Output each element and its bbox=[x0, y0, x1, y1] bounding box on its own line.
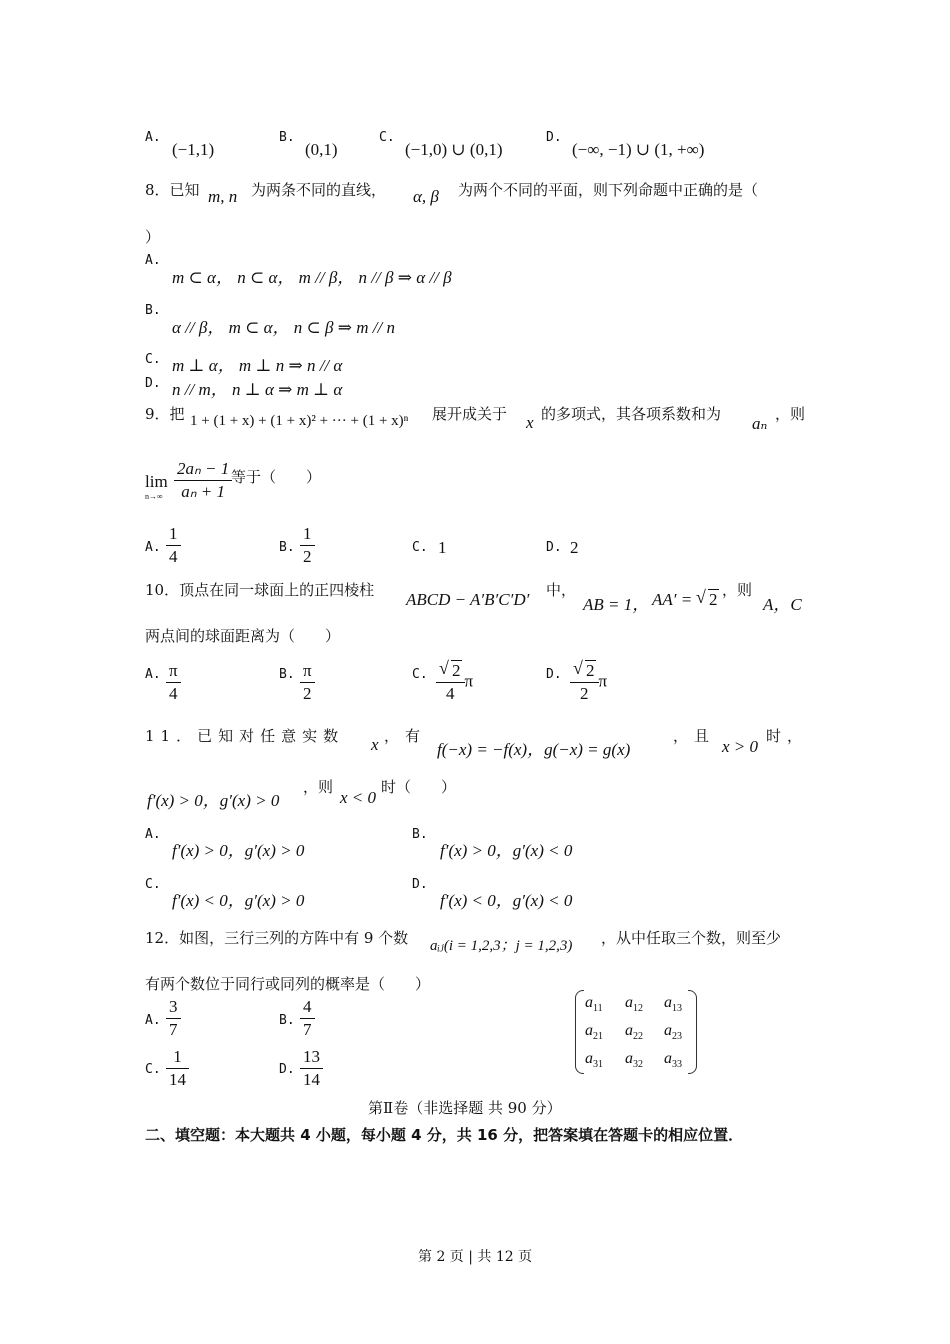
q10-opt-b-den: 2 bbox=[303, 684, 312, 703]
q10-opt-c-value bbox=[436, 660, 473, 705]
page-footer: 第 2 页 | 共 12 页 bbox=[418, 1249, 533, 1265]
q11-opt-c-value: f′(x) < 0，g′(x) > 0 bbox=[172, 891, 305, 910]
q11-text-5: 时（ ） bbox=[381, 778, 457, 796]
q9-frac-den: aₙ + 1 bbox=[181, 482, 225, 501]
q10-opt-a-value bbox=[166, 660, 181, 705]
q12-opt-c-num: 1 bbox=[166, 1046, 189, 1069]
q9-lim-sub: n→∞ bbox=[145, 492, 163, 501]
q11-var: x bbox=[371, 735, 379, 754]
q12-opt-b-label: B. bbox=[279, 1013, 295, 1028]
q10-number: 10．顶点在同一球面上的正四棱柱 bbox=[145, 581, 375, 599]
q9-opt-b-label: B. bbox=[279, 540, 295, 555]
q9-var: x bbox=[526, 413, 534, 432]
q11-opt-b-value: f′(x) > 0，g′(x) < 0 bbox=[440, 841, 573, 860]
q8-opt-c-value: m ⊥ α， m ⊥ n ⇒ n // α bbox=[172, 356, 343, 375]
q8-opt-b-label: B. bbox=[145, 303, 161, 318]
q12-number: 12．如图，三行三列的方阵中有 9 个数 bbox=[145, 929, 409, 947]
q9-opt-b-den: 2 bbox=[303, 547, 312, 566]
matrix-cell: $a_{13}$ bbox=[664, 994, 682, 1015]
q9-number: 9．把 bbox=[145, 405, 185, 423]
q11-opt-b-label: B. bbox=[412, 827, 428, 842]
q10-opt-b-value bbox=[300, 660, 315, 705]
q11-opt-a-label: A. bbox=[145, 827, 161, 842]
q11-text-4: ，则 bbox=[303, 778, 334, 796]
matrix-cell: $a_{22}$ bbox=[625, 1022, 643, 1043]
radical-icon: √ bbox=[573, 658, 583, 678]
q10-text-2: ，则 bbox=[722, 581, 753, 599]
q9-text-4: 等于（ ） bbox=[231, 468, 322, 486]
q11-cond3: x < 0 bbox=[340, 788, 377, 807]
q10-opt-c-label: C. bbox=[412, 667, 428, 682]
q12-opt-d-num: 13 bbox=[300, 1046, 323, 1069]
q11-cond2: f′(x) > 0，g′(x) > 0 bbox=[147, 791, 280, 810]
q9-opt-b-num: 1 bbox=[300, 523, 315, 546]
q8-opt-a-value: m ⊂ α， n ⊂ α， m // β， n // β ⇒ α // β bbox=[172, 268, 452, 287]
q12-opt-d-label: D. bbox=[279, 1062, 295, 1077]
q10-opt-c-pi: π bbox=[464, 671, 474, 691]
q8-opt-d-value: n // m， n ⊥ α ⇒ m ⊥ α bbox=[172, 380, 343, 399]
q9-text-1: 展开成关于 bbox=[432, 405, 508, 423]
q10-prism: ABCD − A′B′C′D′ bbox=[406, 590, 530, 609]
q8-vars-lines: m, n bbox=[208, 187, 238, 206]
radical-icon: √ bbox=[696, 587, 706, 607]
q9-lim: lim bbox=[145, 472, 168, 491]
q10-opt-d-den: 2 bbox=[580, 684, 589, 703]
q10-opt-a-den: 4 bbox=[169, 684, 178, 703]
q10-opt-a-label: A. bbox=[145, 667, 161, 682]
q9-an: aₙ bbox=[752, 414, 768, 433]
matrix-cell: $a_{11}$ bbox=[585, 994, 603, 1015]
q10-opt-d-value bbox=[570, 660, 607, 705]
q7-opt-d-value: (−∞, −1) ∪ (1, +∞) bbox=[572, 140, 705, 159]
q9-frac-num: 2aₙ − 1 bbox=[174, 458, 232, 481]
q11-opt-d-value: f′(x) < 0，g′(x) < 0 bbox=[440, 891, 573, 910]
q11-text-2: ，且 bbox=[673, 727, 716, 745]
q7-opt-d-label: D. bbox=[546, 130, 562, 145]
q9-expression: 1 + (1 + x) + (1 + x)² + ··· + (1 + x)ⁿ bbox=[190, 413, 409, 429]
section-2-title: 第Ⅱ卷（非选择题 共 90 分） bbox=[368, 1099, 562, 1117]
matrix-cell: $a_{32}$ bbox=[625, 1050, 643, 1071]
q12-opt-d-value bbox=[300, 1046, 323, 1091]
q11-opt-a-value: f′(x) > 0，g′(x) > 0 bbox=[172, 841, 305, 860]
q8-opt-d-label: D. bbox=[145, 376, 161, 391]
q12-opt-b-num: 4 bbox=[300, 996, 315, 1019]
q9-limit-fraction bbox=[174, 458, 232, 503]
q11-opt-d-label: D. bbox=[412, 877, 428, 892]
q10-text-1: 中， bbox=[546, 581, 577, 599]
q10-sqrt2 bbox=[696, 587, 719, 610]
q11-opt-c-label: C. bbox=[145, 877, 161, 892]
q10-ac: A，C bbox=[763, 595, 802, 614]
q10-opt-d-num: 2 bbox=[586, 661, 595, 680]
matrix-cell: $a_{31}$ bbox=[585, 1050, 603, 1071]
radical-icon: √ bbox=[439, 658, 449, 678]
q9-text-2: 的多项式，其各项系数和为 bbox=[541, 405, 722, 423]
q11-number: 11．已知对任意实数 bbox=[145, 727, 345, 745]
q12-opt-c-label: C. bbox=[145, 1062, 161, 1077]
q12-matrix bbox=[575, 990, 697, 1074]
q9-opt-b-value bbox=[300, 523, 315, 568]
q9-opt-a-den: 4 bbox=[169, 547, 178, 566]
q7-opt-c-value: (−1,0) ∪ (0,1) bbox=[405, 140, 503, 159]
q7-opt-b-value: (0,1) bbox=[305, 140, 338, 159]
fill-in-heading: 二、填空题：本大题共 4 小题，每小题 4 分，共 16 分，把答案填在答题卡的相应位置． bbox=[145, 1126, 744, 1144]
q9-opt-d-label: D. bbox=[546, 540, 562, 555]
left-paren-icon bbox=[575, 990, 584, 1074]
q12-opt-c-value bbox=[166, 1046, 189, 1091]
q12-opt-b-value bbox=[300, 996, 315, 1041]
matrix-cell: $a_{12}$ bbox=[625, 994, 643, 1015]
q8-text-2: 为两个不同的平面，则下列命题中正确的是（ bbox=[458, 181, 759, 199]
q10-opt-d-label: D. bbox=[546, 667, 562, 682]
q12-aij: aᵢⱼ(i = 1,2,3；j = 1,2,3) bbox=[430, 938, 573, 954]
q7-opt-a-value: (−1,1) bbox=[172, 140, 215, 159]
q12-opt-a-label: A. bbox=[145, 1013, 161, 1028]
q9-opt-c-value: 1 bbox=[438, 538, 447, 557]
q10-aa: AA′ = bbox=[652, 590, 693, 609]
q10-line-2: 两点间的球面距离为（ ） bbox=[145, 627, 341, 645]
q12-opt-a-num: 3 bbox=[166, 996, 181, 1019]
q10-opt-a-num: π bbox=[166, 660, 181, 683]
q12-text-1: ，从中任取三个数，则至少 bbox=[601, 929, 782, 947]
q8-opt-c-label: C. bbox=[145, 352, 161, 367]
matrix-cell: $a_{33}$ bbox=[664, 1050, 682, 1071]
q7-opt-b-label: B. bbox=[279, 130, 295, 145]
q8-number: 8．已知 bbox=[145, 181, 200, 199]
q8-opt-a-label: A. bbox=[145, 253, 161, 268]
matrix-cell: $a_{21}$ bbox=[585, 1022, 603, 1043]
q9-opt-a-num: 1 bbox=[166, 523, 181, 546]
q10-opt-b-label: B. bbox=[279, 667, 295, 682]
q11-eq: f(−x) = −f(x)，g(−x) = g(x) bbox=[437, 740, 631, 759]
q8-close-paren: ） bbox=[145, 228, 161, 246]
q11-cond: x > 0 bbox=[722, 737, 759, 756]
q12-opt-a-value bbox=[166, 996, 181, 1041]
q10-opt-c-den: 4 bbox=[446, 684, 455, 703]
q10-opt-d-pi: π bbox=[598, 671, 608, 691]
q12-line-2: 有两个数位于同行或同列的概率是（ ） bbox=[145, 975, 431, 993]
matrix-cell: $a_{23}$ bbox=[664, 1022, 682, 1043]
q10-opt-c-num: 2 bbox=[452, 661, 461, 680]
q12-opt-b-den: 7 bbox=[303, 1020, 312, 1039]
q9-opt-d-value: 2 bbox=[570, 538, 579, 557]
q8-opt-b-value: α // β， m ⊂ α， n ⊂ β ⇒ m // n bbox=[172, 318, 395, 337]
q9-text-3: ，则 bbox=[775, 405, 806, 423]
q12-opt-c-den: 14 bbox=[169, 1070, 186, 1089]
q7-opt-a-label: A. bbox=[145, 130, 161, 145]
q12-opt-d-den: 14 bbox=[303, 1070, 320, 1089]
q10-opt-b-num: π bbox=[300, 660, 315, 683]
right-paren-icon bbox=[688, 990, 697, 1074]
q11-text-1: ，有 bbox=[384, 727, 427, 745]
q10-sqrt2-value: 2 bbox=[709, 590, 718, 609]
q9-opt-a-label: A. bbox=[145, 540, 161, 555]
q10-ab: AB = 1， bbox=[583, 595, 650, 614]
q11-text-3: 时， bbox=[766, 727, 809, 745]
q9-opt-a-value bbox=[166, 523, 181, 568]
q8-text-1: 为两条不同的直线， bbox=[251, 181, 387, 199]
q12-opt-a-den: 7 bbox=[169, 1020, 178, 1039]
q8-vars-planes: α, β bbox=[413, 187, 439, 206]
q7-opt-c-label: C. bbox=[379, 130, 395, 145]
q9-opt-c-label: C. bbox=[412, 540, 428, 555]
